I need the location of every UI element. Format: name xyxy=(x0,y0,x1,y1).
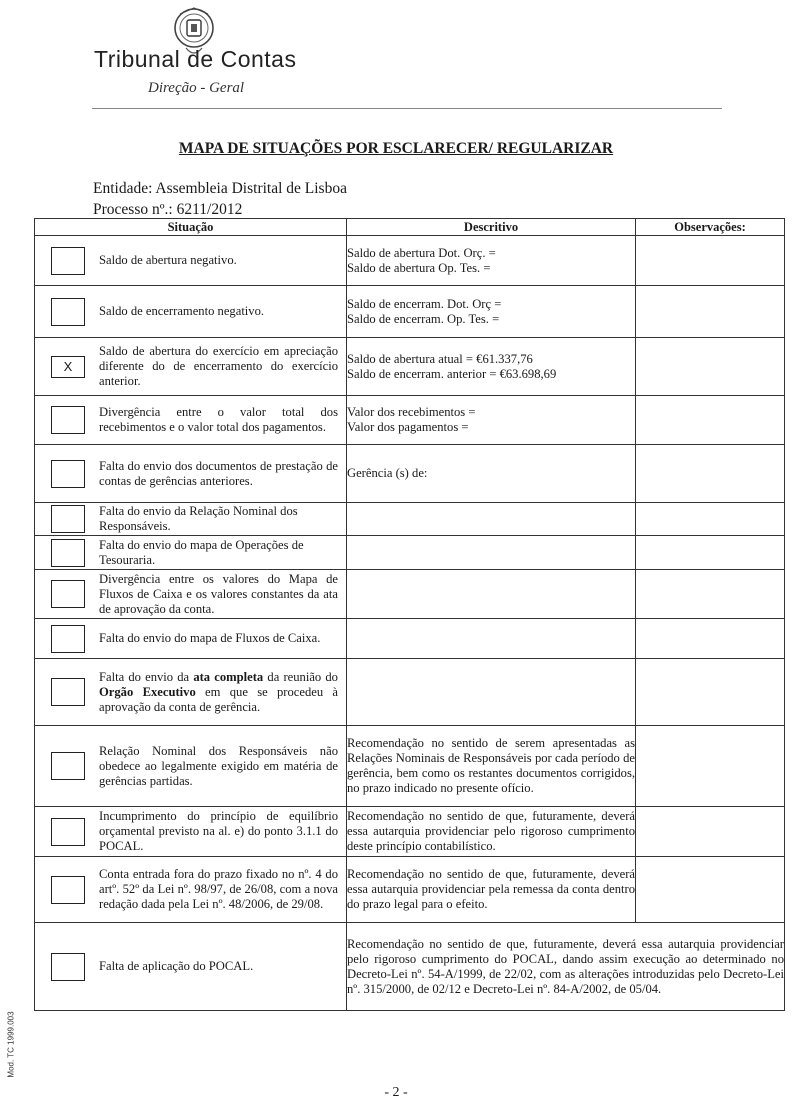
description-cell xyxy=(347,503,636,536)
table-row xyxy=(35,236,785,286)
table-row xyxy=(35,570,785,619)
situation-checkbox[interactable] xyxy=(51,247,85,275)
description-cell xyxy=(347,396,636,445)
entity-block xyxy=(93,178,347,220)
situation-checkbox[interactable] xyxy=(51,752,85,780)
observations-cell[interactable] xyxy=(636,659,785,726)
situation-checkbox[interactable] xyxy=(51,818,85,846)
description-cell: Recomendação no sentido de serem apresentadas as Relações Nominais de Responsáveis por cada período de gerência, bem como os restantes documentos corrigidos, no prazo indicado no presente ofício. xyxy=(347,726,636,807)
situations-table xyxy=(34,218,785,1011)
header-description: Descritivo xyxy=(347,219,636,236)
description-line: Saldo de abertura atual = €61.337,76 xyxy=(347,351,533,366)
situation-checkbox[interactable] xyxy=(51,953,85,981)
situation-checkbox[interactable] xyxy=(51,406,85,434)
observations-cell[interactable] xyxy=(636,536,785,570)
entity-line: Entidade: Assembleia Distrital de Lisboa xyxy=(93,180,347,197)
situation-text: Saldo de encerramento negativo. xyxy=(99,304,265,318)
page-number: - 2 - xyxy=(384,1085,408,1100)
observations-cell[interactable] xyxy=(636,396,785,445)
situation-text: Divergência entre o valor total dos recebimentos e o valor total dos pagamentos. xyxy=(99,405,338,434)
situation-checkbox[interactable] xyxy=(51,460,85,488)
description-cell xyxy=(347,338,636,396)
table-row xyxy=(35,445,785,503)
description-line: Valor dos recebimentos = xyxy=(347,405,476,419)
situation-checkbox[interactable] xyxy=(51,678,85,706)
situation-text: Incumprimento do princípio de equilíbrio orçamental previsto na al. e) do ponto 3.1.1 do POCAL. xyxy=(99,809,338,853)
description-line: Saldo de abertura Dot. Orç. = xyxy=(347,245,496,260)
header-situation: Situação xyxy=(35,219,347,236)
situation-text: Conta entrada fora do prazo fixado no nº. 4 do artº. 52º da Lei nº. 98/97, de 26/08, com a nova redação dada pela Lei nº. 48/2006, de 29/08. xyxy=(99,867,338,911)
description-line: Saldo de abertura Op. Tes. = xyxy=(347,260,491,275)
description-line: Gerência (s) de: xyxy=(347,466,428,480)
situation-text: Falta do envio dos documentos de prestação de contas de gerências anteriores. xyxy=(99,458,338,488)
situation-text: Relação Nominal dos Responsáveis não obedece ao legalmente exigido em matéria de gerências partidas. xyxy=(99,743,338,788)
description-cell: Recomendação no sentido de que, futuramente, deverá essa autarquia providenciar pelo rigoroso cumprimento do POCAL, dando assim execução ao determinado no Decreto-Lei nº. 54-A/1999, de 22/02, com as alterações introduzidas pelo Decreto-Lei nº. 315/2000, de 02/12 e Decreto-Lei nº. 84-A/2002, de 05/04. xyxy=(347,923,785,1011)
description-cell xyxy=(347,236,636,286)
header-observations: Observações: xyxy=(636,219,785,236)
situation-text: Saldo de abertura do exercício em apreciação diferente do de encerramento do exercício anterior. xyxy=(99,344,338,388)
situation-checkbox[interactable] xyxy=(51,625,85,653)
situation-checkbox[interactable] xyxy=(51,298,85,326)
table-row xyxy=(35,726,785,807)
table-row xyxy=(35,503,785,536)
table-row xyxy=(35,807,785,857)
situation-text: Falta do envio da ata completa da reunião do Orgão Executivo em que se procedeu à aprovação da conta de gerência. xyxy=(99,669,339,714)
situation-checkbox[interactable]: X xyxy=(51,356,85,378)
situation-checkbox[interactable] xyxy=(51,539,85,567)
header-divider xyxy=(92,108,722,109)
situation-text: Falta do envio do mapa de Fluxos de Caixa. xyxy=(99,631,321,645)
table-row xyxy=(35,536,785,570)
observations-cell[interactable] xyxy=(636,445,785,503)
observations-cell[interactable] xyxy=(636,236,785,286)
organization-name: Tribunal de Contas xyxy=(94,46,297,72)
situation-text: Divergência entre os valores do Mapa de Fluxos de Caixa e os valores constantes da ata de aprovação da conta. xyxy=(99,571,338,616)
description-cell xyxy=(347,286,636,338)
description-cell xyxy=(347,536,636,570)
observations-cell[interactable] xyxy=(636,807,785,857)
situation-checkbox[interactable] xyxy=(51,876,85,904)
department-name: Direção - Geral xyxy=(148,80,245,96)
situation-checkbox[interactable] xyxy=(51,505,85,533)
situation-text: Falta do envio da Relação Nominal dos Responsáveis. xyxy=(99,504,298,533)
description-line: Saldo de encerram. anterior = €63.698,69 xyxy=(347,366,557,381)
description-cell: Recomendação no sentido de que, futuramente, deverá essa autarquia providenciar pela remessa da conta dentro do prazo legal para o efeito. xyxy=(347,857,636,923)
document-title: MAPA DE SITUAÇÕES POR ESCLARECER/ REGULARIZAR xyxy=(178,140,614,157)
observations-cell[interactable] xyxy=(636,503,785,536)
situation-checkbox[interactable] xyxy=(51,580,85,608)
table-row xyxy=(35,619,785,659)
description-line: Saldo de encerram. Dot. Orç = xyxy=(347,296,502,311)
table-row xyxy=(35,923,785,1011)
description-line: Valor dos pagamentos = xyxy=(347,420,469,434)
table-row xyxy=(35,857,785,923)
table-header-row xyxy=(35,219,785,236)
situation-text: Falta do envio do mapa de Operações de Tesouraria. xyxy=(99,537,304,567)
observations-cell[interactable] xyxy=(636,570,785,619)
situation-text: Saldo de abertura negativo. xyxy=(99,253,237,267)
description-line: Saldo de encerram. Op. Tes. = xyxy=(347,311,500,326)
observations-cell[interactable] xyxy=(636,857,785,923)
table-row xyxy=(35,396,785,445)
table-row xyxy=(35,338,785,396)
description-cell xyxy=(347,445,636,503)
description-cell xyxy=(347,570,636,619)
description-cell xyxy=(347,659,636,726)
observations-cell[interactable] xyxy=(636,338,785,396)
table-row xyxy=(35,286,785,338)
process-line: Processo nº.: 6211/2012 xyxy=(93,201,243,218)
table-row xyxy=(35,659,785,726)
form-code: Mod. TC 1999.003 xyxy=(6,1011,16,1078)
observations-cell[interactable] xyxy=(636,286,785,338)
description-cell xyxy=(347,619,636,659)
observations-cell[interactable] xyxy=(636,726,785,807)
situation-text: Falta de aplicação do POCAL. xyxy=(99,959,254,973)
observations-cell[interactable] xyxy=(636,619,785,659)
description-cell: Recomendação no sentido de que, futuramente, deverá essa autarquia providenciar pelo rigoroso cumprimento deste princípio contabilístico. xyxy=(347,807,636,857)
